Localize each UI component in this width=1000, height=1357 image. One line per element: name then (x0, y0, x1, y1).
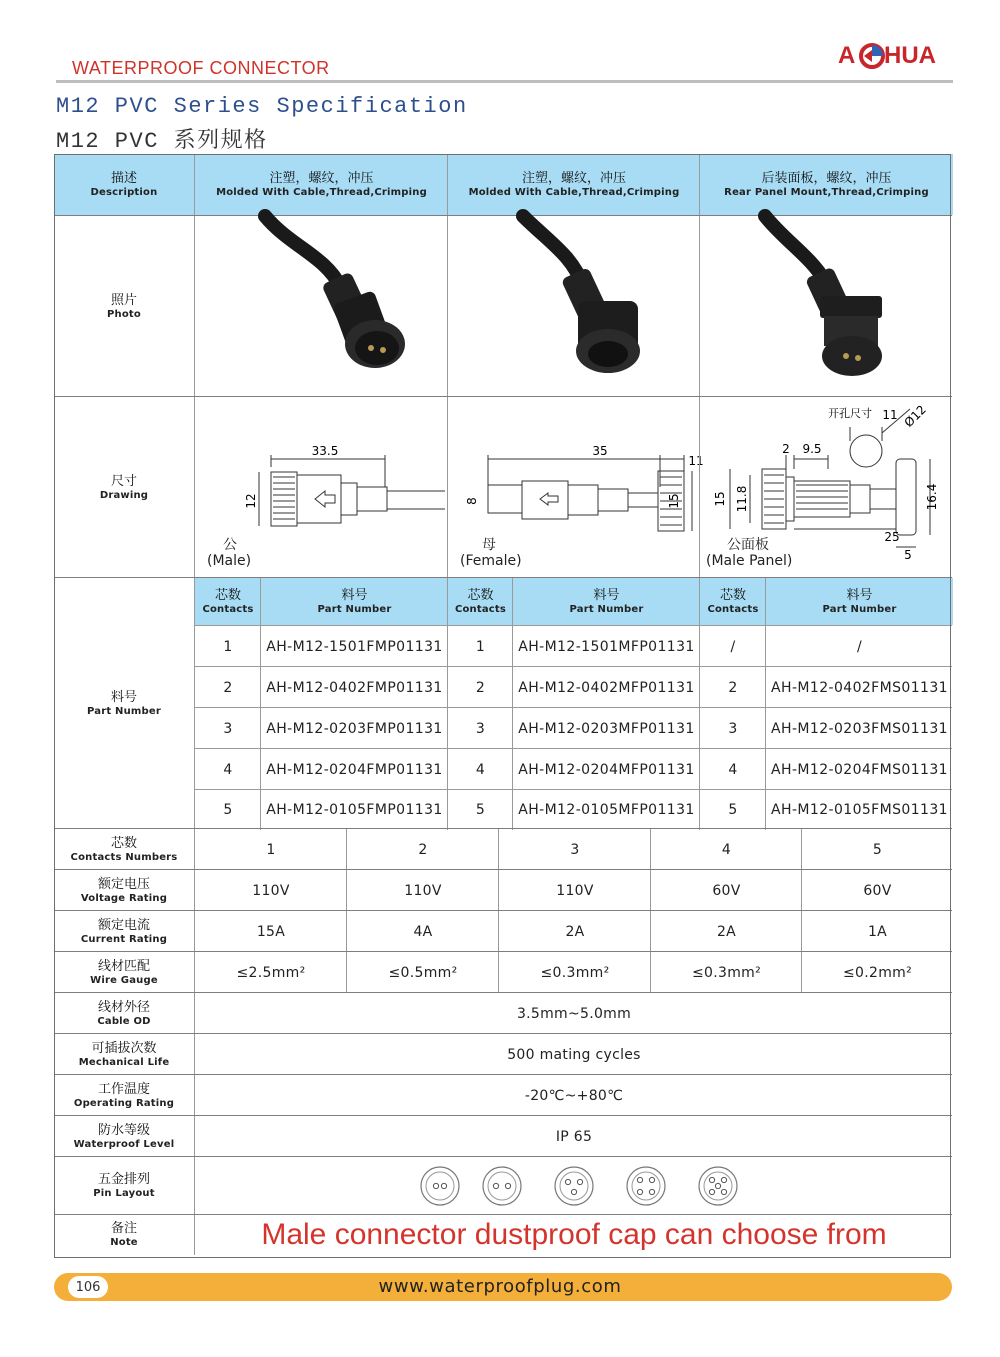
female-part-number-value: AH-M12-0203MFP01131 (518, 720, 695, 737)
spec-value: 2 (346, 829, 499, 870)
spec-value: 3 (498, 829, 651, 870)
contacts-count (699, 790, 766, 830)
logo-text-left: A (838, 42, 856, 69)
drawing-label: 尺寸 Drawing (99, 473, 149, 501)
spec-value: ≤0.3mm² (650, 952, 802, 993)
note-text: Male connector dustproof cap can choose from (261, 1218, 887, 1251)
male-part-number-value: AH-M12-0203FMP01131 (266, 720, 443, 737)
spec-value: ≤2.5mm² (194, 952, 347, 993)
part-row (194, 789, 952, 830)
contacts-count (699, 667, 766, 708)
pin-layout-diagrams (194, 1157, 953, 1215)
female-connector-photo (448, 216, 700, 397)
contacts-count-value: 2 (728, 679, 738, 696)
pin-layout-4-icon (627, 1167, 665, 1205)
female-dia-dim: 8 (465, 497, 479, 505)
drawing-female (447, 397, 704, 578)
column-header-female: 注塑，螺纹，冲压 Molded With Cable,Thread,Crimping (447, 154, 700, 215)
spec-value: IP 65 (194, 1116, 953, 1157)
male-part-number-value: AH-M12-1501FMP01131 (266, 638, 443, 655)
panel-part-number (765, 790, 953, 830)
male-part-number-value: AH-M12-0204FMP01131 (266, 761, 443, 778)
cable-od-label: 线材外径 Cable OD (97, 999, 151, 1027)
male-length-dim: 33.5 (311, 444, 339, 458)
spec-value: 5 (801, 829, 953, 870)
panel-dim-len: 25 (884, 530, 900, 544)
panel-cutout-width-dim: 11 (882, 408, 898, 422)
part-row (194, 625, 952, 667)
current-label: 额定电流 Current Rating (80, 917, 168, 945)
contacts-count-value: 3 (475, 720, 486, 737)
pin-layout-1-icon (421, 1167, 459, 1205)
male-part-number-value: AH-M12-0402FMP01131 (266, 679, 443, 696)
spec-value: 4A (346, 911, 499, 952)
panel-dim-flange: 16.4 (925, 483, 939, 511)
panel-dim-a: 2 (782, 442, 790, 456)
pin-icon (709, 1189, 714, 1194)
spec-value: ≤0.2mm² (801, 952, 953, 993)
wire-label: 线材匹配 Wire Gauge (90, 958, 158, 986)
current-row (54, 910, 952, 952)
column-header-male: 注塑，螺纹，冲压 Molded With Cable,Thread,Crimping (194, 154, 448, 215)
spec-value: 60V (801, 870, 953, 911)
contacts-count-value: 4 (728, 761, 738, 778)
male-part-number (260, 790, 448, 830)
contacts-numbers-row (54, 828, 952, 870)
voltage-row (54, 869, 952, 911)
contacts-count-value: 5 (223, 802, 233, 818)
logo-mark-icon (858, 42, 886, 70)
contacts-count-value: 5 (475, 802, 486, 818)
spec-value: ≤0.5mm² (346, 952, 499, 993)
pin-layout-3-icon (555, 1167, 593, 1205)
contacts-count-value: / (730, 638, 736, 655)
spec-value: 2A (498, 911, 651, 952)
contacts-count (194, 667, 261, 708)
male-type-en: (Male) (207, 553, 252, 569)
female-type-cn: 母 (482, 537, 496, 553)
contacts-numbers-label: 芯数 Contacts Numbers (70, 835, 178, 863)
header-divider (56, 80, 953, 83)
panel-part-number (765, 626, 953, 667)
panel-type-cn: 公面板 (727, 537, 769, 553)
part-number-label: 料号 Part Number (87, 689, 161, 717)
pin-icon (493, 1183, 498, 1188)
contacts-count (447, 749, 513, 790)
panel-connector-photo (700, 216, 953, 397)
contacts-count-value: 5 (728, 802, 738, 818)
panel-part-number-value: / (856, 638, 863, 655)
pin-layout-2-icon (483, 1167, 521, 1205)
contacts-count-value: 1 (475, 638, 486, 655)
panel-part-number-value: AH-M12-0204FMS01131 (771, 761, 948, 778)
pin-icon (505, 1183, 510, 1188)
spec-value: 110V (194, 870, 347, 911)
pin-icon (637, 1189, 642, 1194)
description-row (54, 154, 952, 215)
spec-value: 110V (498, 870, 651, 911)
spec-value: 4 (650, 829, 802, 870)
panel-cutout-dia-dim: Ø12 (901, 402, 929, 430)
contacts-count (699, 708, 766, 749)
contacts-count (447, 790, 513, 830)
male-part-number-value: AH-M12-0105FMP01131 (266, 802, 443, 818)
contacts-count (699, 626, 766, 667)
panel-dim-h2: 11.8 (735, 485, 749, 513)
photo-female (447, 216, 700, 397)
pin-icon (715, 1183, 720, 1188)
part-row (194, 666, 952, 708)
footer-url[interactable]: www.waterproofplug.com (378, 1276, 622, 1297)
spec-value: ≤0.3mm² (498, 952, 651, 993)
female-part-number-value: AH-M12-0204MFP01131 (518, 761, 695, 778)
female-nut-dia-dim: 15 (667, 493, 681, 509)
panel-part-number (765, 667, 953, 708)
panel-part-number (765, 749, 953, 790)
photo-panel (699, 216, 953, 397)
part-number-table (194, 578, 952, 829)
voltage-label: 额定电压 Voltage Rating (80, 876, 168, 904)
female-part-number-value: AH-M12-1501MFP01131 (518, 638, 695, 655)
waterproof-row (54, 1115, 952, 1157)
panel-type-en: (Male Panel) (706, 553, 793, 569)
column-header-panel: 后装面板，螺纹，冲压 Rear Panel Mount,Thread,Crimping (699, 154, 953, 215)
contacts-count (194, 790, 261, 830)
wire-row (54, 951, 952, 993)
panel-part-number-value: AH-M12-0203FMS01131 (771, 720, 948, 737)
drawing-panel (699, 397, 953, 578)
female-part-number (512, 708, 700, 749)
page-number: 106 (68, 1276, 108, 1298)
part-number-header: 料号 Part Number (260, 578, 448, 625)
logo-text-right: HUA (884, 42, 936, 69)
pin-icon (571, 1189, 576, 1194)
contacts-header: 芯数 Contacts (194, 578, 261, 625)
part-number-section (54, 577, 952, 829)
male-part-number (260, 667, 448, 708)
contacts-count (699, 749, 766, 790)
panel-part-number (765, 708, 953, 749)
note-row (54, 1214, 952, 1255)
title-chinese: M12 PVC 系列规格 (56, 129, 268, 154)
op-temp-label: 工作温度 Operating Rating (73, 1081, 175, 1109)
pin-icon (637, 1177, 642, 1182)
part-row (194, 707, 952, 749)
part-row (194, 748, 952, 790)
spec-value: 110V (346, 870, 499, 911)
spec-value: 2A (650, 911, 802, 952)
male-dia-dim: 12 (244, 493, 258, 509)
contacts-count-value: 3 (223, 720, 233, 737)
panel-cutout-label: 开孔尺寸 (828, 407, 872, 420)
female-part-number (512, 790, 700, 830)
contacts-header: 芯数 Contacts (699, 578, 766, 625)
description-label: 描述 Description (54, 154, 194, 215)
female-part-number-value: AH-M12-0105MFP01131 (518, 802, 695, 818)
female-part-number (512, 667, 700, 708)
female-part-number (512, 626, 700, 667)
spec-value: 500 mating cycles (194, 1034, 953, 1075)
mech-life-label: 可插拔次数 Mechanical Life (78, 1040, 170, 1068)
drawing-row (54, 396, 952, 578)
contacts-count (447, 708, 513, 749)
male-type-cn: 公 (223, 537, 237, 553)
title-english: M12 PVC Series Specification (56, 94, 468, 119)
pin-icon (709, 1177, 714, 1182)
contacts-count (447, 626, 513, 667)
female-nut-dim: 11 (688, 454, 704, 468)
panel-part-number-value: AH-M12-0402FMS01131 (771, 679, 948, 696)
contacts-count-value: 3 (728, 720, 738, 737)
note-value (194, 1215, 953, 1255)
pin-icon (433, 1183, 438, 1188)
panel-part-number-value: AH-M12-0105FMS01131 (771, 802, 948, 818)
female-type-en: (Female) (460, 553, 522, 569)
pin-layout-label: 五金排列 Pin Layout (93, 1172, 155, 1199)
mech-life-row (54, 1033, 952, 1075)
contacts-count (447, 667, 513, 708)
spec-value: 3.5mm~5.0mm (194, 993, 953, 1034)
pin-icon (649, 1189, 654, 1194)
pin-icon (441, 1183, 446, 1188)
photo-male (194, 216, 448, 397)
pin-layout-row (54, 1156, 952, 1215)
female-part-number-value: AH-M12-0402MFP01131 (518, 679, 695, 696)
photo-label: 照片 Photo (107, 292, 141, 320)
contacts-count-value: 4 (223, 761, 233, 778)
panel-dim-b: 9.5 (802, 442, 822, 456)
contacts-header: 芯数 Contacts (447, 578, 513, 625)
female-length-dim: 35 (592, 444, 608, 458)
part-number-header: 料号 Part Number (512, 578, 700, 625)
part-number-header: 料号 Part Number (765, 578, 953, 625)
brand-logo (838, 38, 948, 74)
note-label: 备注 Note (110, 1221, 138, 1248)
male-part-number (260, 708, 448, 749)
contacts-count (194, 749, 261, 790)
male-part-number (260, 749, 448, 790)
male-part-number (260, 626, 448, 667)
photo-row (54, 215, 952, 397)
contacts-count (194, 708, 261, 749)
contacts-count-value: 2 (223, 679, 233, 696)
spec-value: 1 (194, 829, 347, 870)
spec-value: 15A (194, 911, 347, 952)
pin-icon (577, 1179, 582, 1184)
spec-value: -20℃~+80℃ (194, 1075, 953, 1116)
cable-od-row (54, 992, 952, 1034)
waterproof-label: 防水等级 Waterproof Level (73, 1122, 175, 1150)
panel-dim-h1: 15 (713, 491, 727, 507)
pin-icon (565, 1179, 570, 1184)
pin-icon (649, 1177, 654, 1182)
section-title: WATERPROOF CONNECTOR (72, 58, 330, 78)
contacts-count-value: 4 (475, 761, 486, 778)
contacts-count-value: 2 (475, 679, 486, 696)
spec-value: 60V (650, 870, 802, 911)
spec-value: 1A (801, 911, 953, 952)
pin-layout-5-icon (699, 1167, 737, 1205)
pin-icon (721, 1189, 726, 1194)
contacts-count (194, 626, 261, 667)
panel-dim-t: 5 (904, 548, 912, 562)
op-temp-row (54, 1074, 952, 1116)
female-part-number (512, 749, 700, 790)
drawing-male (194, 397, 448, 578)
male-connector-photo (195, 216, 448, 397)
pin-icon (721, 1177, 726, 1182)
contacts-count-value: 1 (223, 638, 233, 655)
